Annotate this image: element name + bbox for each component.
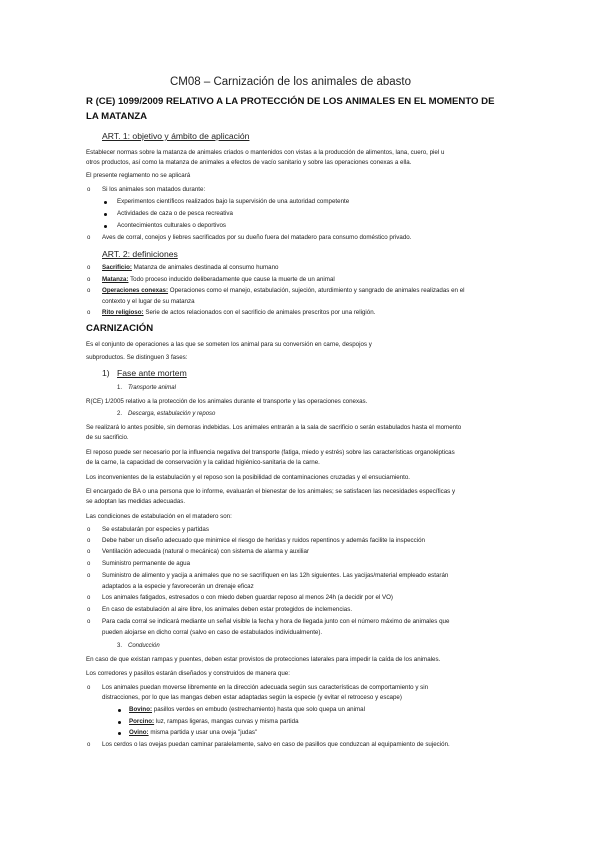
sub1-heading: Transporte animal	[128, 385, 176, 391]
circle-bullet-icon: o	[87, 527, 91, 533]
conditions-intro: Las condiciones de estabulación en el matadero son:	[86, 513, 232, 520]
condition-7: En caso de estabulación al aire libre, los animales deben estar protegidos de inclemencias.	[102, 606, 353, 613]
condition-5-line1: Suministro de alimento y yacija a animales que no se sacrifiquen en las 12h siguientes. Las yacijas/material empleado estarán	[102, 572, 449, 579]
regulation-heading-line2: LA MATANZA	[86, 111, 148, 122]
art1-case2: Aves de corral, conejos y liebres sacrificados por su dueño fuera del matadero para consumo doméstico privado.	[102, 234, 412, 241]
bullet-dot-icon	[104, 201, 107, 204]
condition-1: Se estabularán por especies y partidas	[102, 526, 209, 533]
condition-4: Suministro permanente de agua	[102, 560, 191, 567]
para3: Los inconvenientes de la estabulación y el reposo son la posibilidad de contaminaciones cruzadas y el ensuciamiento.	[86, 474, 411, 481]
circle-bullet-icon: o	[87, 742, 91, 748]
sub3-heading: Conducción	[128, 643, 160, 649]
para2-line1: El reposo puede ser necesario por la influencia negativa del transporte (fatiga, miedo y estrés) sobre las características organolépticas	[86, 449, 455, 456]
art1-subitem-2: Actividades de caza o de pesca recreativa	[117, 210, 233, 217]
art1-not-applied: El presente reglamento no se aplicará	[86, 172, 191, 179]
page-title: CM08 – Carnización de los animales de abasto	[170, 76, 411, 88]
bullet-dot-icon	[104, 213, 107, 216]
condition-6: Los animales fatigados, estresados o con miedo deben guardar reposo al menos 24h (a decidir por el VO)	[102, 594, 393, 601]
circle-bullet-icon: o	[87, 187, 91, 193]
sub3-number: 3.	[117, 643, 123, 649]
condition-8-line2: pueden alojarse en dicho corral (salvo en caso de estabulados individualmente).	[102, 629, 323, 636]
para1-line2: de su sacrificio.	[86, 434, 129, 441]
circle-bullet-icon: o	[87, 288, 91, 294]
circle-bullet-icon: o	[87, 607, 91, 613]
art2-def-1: Sacrificio: Matanza de animales destinada al consumo humano	[102, 264, 279, 271]
art1-text-line2: otros productos, así como la matanza de animales a efectos de vacío sanitario y sobre las operaciones conexas a ella.	[86, 159, 412, 166]
art2-def-3: Operaciones conexas: Operaciones como el manejo, estabulación, sujeción, aturdimiento y sangrado de animales realizadas en el	[102, 287, 465, 294]
art1-heading: ART. 1: objetivo y ámbito de aplicación	[102, 131, 250, 141]
circle-bullet-icon: o	[87, 595, 91, 601]
circle-bullet-icon: o	[87, 277, 91, 283]
circle-bullet-icon: o	[87, 235, 91, 241]
art2-def-2: Matanza: Todo proceso inducido deliberadamente que cause la muerte de un animal	[102, 276, 335, 283]
art1-case1: Si los animales son matados durante:	[102, 186, 206, 193]
sub2-heading: Descarga, estabulación y reposo	[128, 411, 216, 417]
circle-bullet-icon: o	[87, 561, 91, 567]
sub1-number: 1.	[117, 385, 123, 391]
condition-3: Ventilación adecuada (natural o mecánica) con sistema de alarma y auxiliar	[102, 548, 310, 555]
circle-bullet-icon: o	[87, 538, 91, 544]
para4-line2: se adoptan las medidas adecuadas.	[86, 498, 186, 505]
last-point: Los cerdos o las ovejas puedan caminar paralelamente, salvo en caso de pasillos que conduzcan al equipamiento de sujeción.	[102, 741, 450, 748]
species-ovino: Ovino: misma partida y usar una oveja "judas"	[129, 729, 258, 736]
circle-bullet-icon: o	[87, 685, 91, 691]
sub2-number: 2.	[117, 411, 123, 417]
circle-bullet-icon: o	[87, 549, 91, 555]
corridors-text: Los corredores y pasillos estarán diseñados y construidos de manera que:	[86, 670, 290, 677]
circle-bullet-icon: o	[87, 619, 91, 625]
para1-line1: Se realizará lo antes posible, sin demoras indebidas. Los animales entrarán a la sala de sacrificio o serán estabulados hasta el momento	[86, 424, 462, 431]
bullet-dot-icon	[118, 732, 121, 735]
para4-line1: El encargado de BA o una persona que lo informe, evaluarán el bienestar de los animales; se satisfacen las necesidades específicas y	[86, 488, 456, 495]
species-porcino: Porcino: luz, rampas ligeras, mangas curvas y misma partida	[129, 718, 299, 725]
art2-def-3-cont: contexto y el lugar de su matanza	[102, 298, 195, 305]
species-bovino: Bovino: pasillos verdes en embudo (estrechamiento) hasta que solo quepa un animal	[129, 706, 365, 713]
move-line2: distracciones, por lo que las mangas deben estar adaptadas según la especie (y evitar el retroceso y escape)	[102, 694, 402, 701]
condition-8-line1: Para cada corral se indicará mediante un señal visible la fecha y hora de llegada junto con el número máximo de animales que	[102, 618, 450, 625]
bullet-dot-icon	[118, 721, 121, 724]
transport-text: R(CE) 1/2005 relativo a la protección de los animales durante el transporte y las operaciones conexas.	[86, 398, 368, 405]
bullet-dot-icon	[118, 709, 121, 712]
art2-def-4: Rito religioso: Serie de actos relacionados con el sacrificio de animales prescritos por una religión.	[102, 309, 376, 316]
circle-bullet-icon: o	[87, 265, 91, 271]
art2-heading: ART. 2: definiciones	[102, 249, 178, 259]
circle-bullet-icon: o	[87, 310, 91, 316]
regulation-heading-line1: R (CE) 1099/2009 RELATIVO A LA PROTECCIÓN DE LOS ANIMALES EN EL MOMENTO DE	[86, 96, 495, 107]
art1-text-line1: Establecer normas sobre la matanza de animales criados o mantenidos con vistas a la producción de alimentos, lana, cuero, piel u	[86, 149, 445, 156]
art1-subitem-1: Experimentos científicos realizados bajo la supervisión de una autoridad competente	[117, 198, 350, 205]
para2-line2: de la carne, la capacidad de conservación y la calidad higiénico-sanitaria de la carne.	[86, 459, 320, 466]
circle-bullet-icon: o	[87, 573, 91, 579]
phase1-number: 1)	[102, 368, 110, 378]
art1-subitem-3: Acontecimientos culturales o deportivos	[117, 222, 227, 229]
bullet-dot-icon	[104, 225, 107, 228]
condition-2: Debe haber un diseño adecuado que minimice el riesgo de heridas y ruidos repentinos y además facilite la inspección	[102, 537, 425, 544]
carnizacion-heading: CARNIZACIÓN	[86, 323, 154, 334]
ramps-text: En caso de que existan rampas y puentes, deben estar provistos de protecciones laterales para impedir la caída de los animales.	[86, 656, 441, 663]
phase1-heading: Fase ante mortem	[117, 368, 187, 378]
carnizacion-intro-line2: subproductos. Se distinguen 3 fases:	[86, 354, 188, 361]
move-line1: Los animales puedan moverse libremente en la dirección adecuada según sus características de comportamiento y sin	[102, 684, 429, 691]
carnizacion-intro-line1: Es el conjunto de operaciones a las que se someten los animal para su conversión en carne, despojos y	[86, 341, 372, 348]
condition-5-line2: adaptados a la especie y favorecerán un drenaje eficaz	[102, 583, 254, 590]
